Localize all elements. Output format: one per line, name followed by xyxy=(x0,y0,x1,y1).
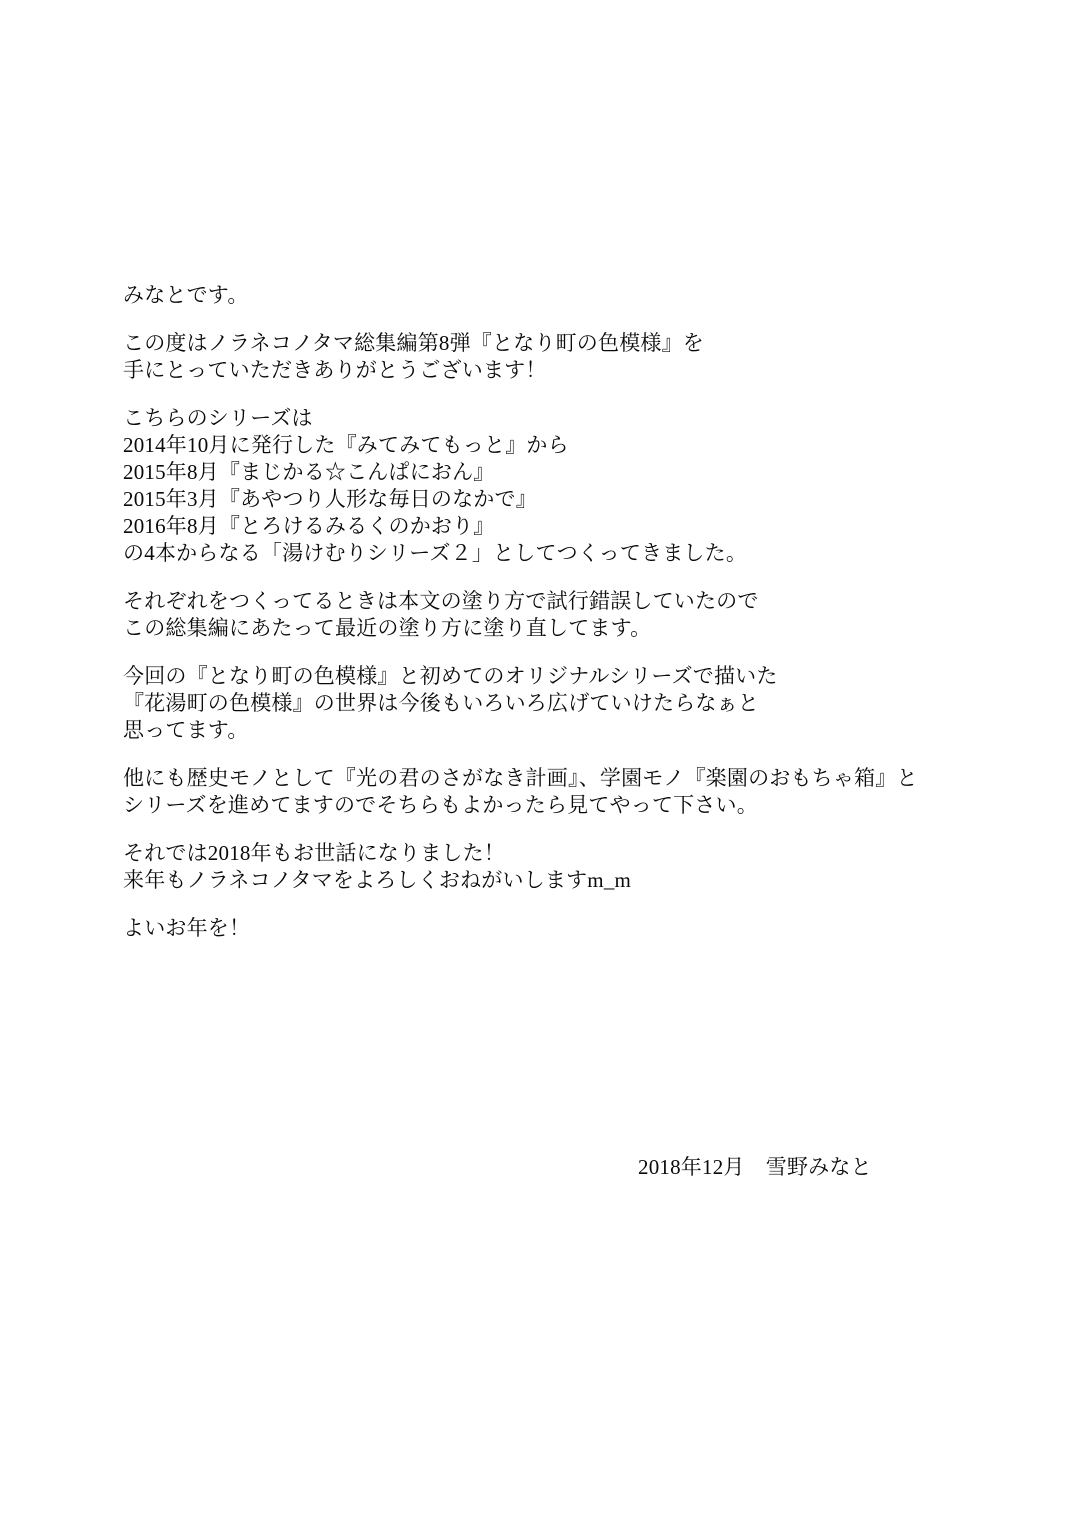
text-line: 今回の『となり町の色模様』と初めてのオリジナルシリーズで描いた xyxy=(123,664,778,688)
text-line: それでは2018年もお世話になりました！ xyxy=(123,841,505,865)
text-line: 2015年3月『あやつり人形な毎日のなかで』 xyxy=(123,487,537,511)
text-line: よいお年を！ xyxy=(123,916,251,940)
text-line: 思ってます。 xyxy=(123,718,249,742)
paragraph-thanks xyxy=(123,330,918,384)
paragraph-original-series xyxy=(123,663,918,744)
paragraph-greeting xyxy=(123,282,918,309)
text-line: こちらのシリーズは xyxy=(123,406,313,430)
text-line: の4本からなる「湯けむりシリーズ２」としてつくってきました。 xyxy=(123,541,748,565)
text-line: みなとです。 xyxy=(123,283,249,307)
paragraph-year-end-thanks xyxy=(123,840,918,894)
text-line: それぞれをつくってるときは本文の塗り方で試行錯誤していたので xyxy=(123,589,759,613)
text-line: 2016年8月『とろけるみるくのかおり』 xyxy=(123,514,495,538)
text-line: 2015年8月『まじかる☆こんぱにおん』 xyxy=(123,460,495,484)
text-line: 手にとっていただきありがとうございます！ xyxy=(123,358,547,382)
text-line: この総集編にあたって最近の塗り方に塗り直してます。 xyxy=(123,616,652,640)
paragraph-series-list xyxy=(123,405,918,567)
text-line: 来年もノラネコノタマをよろしくおねがいしますm_m xyxy=(123,868,632,892)
paragraph-other-series xyxy=(123,765,918,819)
text-line: この度はノラネコノタマ総集編第8弾『となり町の色模様』を xyxy=(123,331,704,355)
text-line: 『花湯町の色模様』の世界は今後もいろいろ広げていけたらなぁと xyxy=(123,691,759,715)
text-line: 他にも歴史モノとして『光の君のさがなき計画』、学園モノ『楽園のおもちゃ箱』と xyxy=(123,766,918,790)
paragraph-repaint-note xyxy=(123,588,918,642)
paragraph-closing xyxy=(123,915,918,942)
text-line: シリーズを進めてますのでそちらもよかったら見てやって下さい。 xyxy=(123,793,758,817)
signature-line: 2018年12月 雪野みなと xyxy=(638,1155,872,1179)
afterword-text xyxy=(123,282,918,963)
text-line: 2014年10月に発行した『みてみてもっと』から xyxy=(123,433,569,457)
